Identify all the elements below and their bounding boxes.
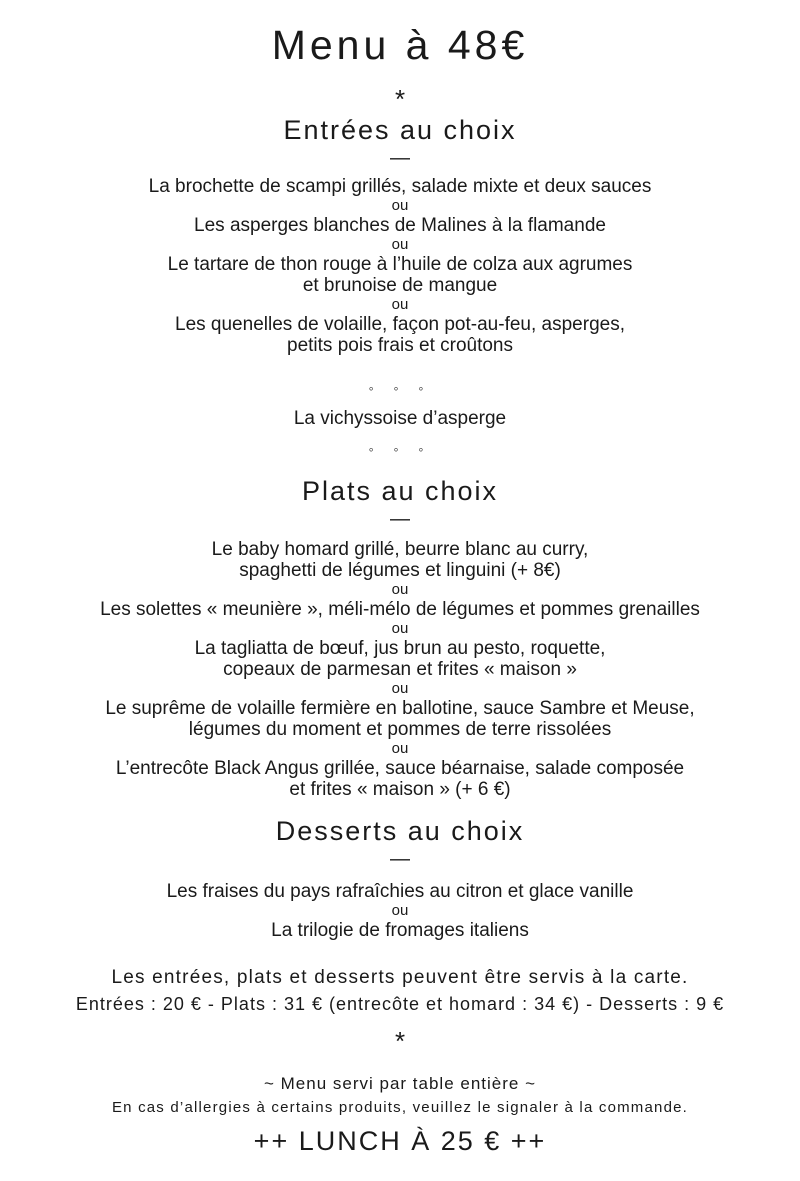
section-heading-desserts: Desserts au choix <box>275 816 525 846</box>
or-separator: ou <box>391 620 409 637</box>
dots-separator: ◦ ◦ ◦ <box>368 380 432 396</box>
dish-line: La brochette de scampi grillés, salade mixte et deux sauces <box>148 176 652 197</box>
allergy-note: En cas d’allergies à certains produits, veuillez le signaler à la commande. <box>111 1099 689 1116</box>
section-heading-starters: Entrées au choix <box>283 115 517 145</box>
dish-line: Le suprême de volaille fermière en ballotine, sauce Sambre et Meuse, <box>105 698 695 719</box>
dish-line: La tagliatta de bœuf, jus brun au pesto, roquette, <box>194 638 606 659</box>
dish-line: et frites « maison » (+ 6 €) <box>289 779 511 800</box>
carte-note: Les entrées, plats et desserts peuvent être servis à la carte. <box>111 967 689 988</box>
lunch-offer: ++ LUNCH À 25 € ++ <box>253 1126 547 1156</box>
dish-line: Les solettes « meunière », méli-mélo de légumes et pommes grenailles <box>100 599 700 620</box>
or-separator: ou <box>391 902 409 919</box>
dash-separator: — <box>390 848 410 870</box>
dash-separator: — <box>390 147 410 169</box>
dish-line: Le tartare de thon rouge à l’huile de colza aux agrumes <box>167 254 633 275</box>
dish-line: L’entrecôte Black Angus grillée, sauce béarnaise, salade composée <box>115 758 685 779</box>
table-note: ~ Menu servi par table entière ~ <box>263 1074 537 1093</box>
dish-line: Les asperges blanches de Malines à la flamande <box>194 215 606 236</box>
dots-separator: ◦ ◦ ◦ <box>368 441 432 457</box>
dish-line: La trilogie de fromages italiens <box>271 920 529 941</box>
menu-title: Menu à 48€ <box>271 22 529 68</box>
or-separator: ou <box>391 581 409 598</box>
star-separator: * <box>394 84 406 114</box>
dish-line: Le baby homard grillé, beurre blanc au curry, <box>211 539 589 560</box>
dish-line: et brunoise de mangue <box>302 275 498 296</box>
section-heading-mains: Plats au choix <box>301 476 499 506</box>
dish-line: spaghetti de légumes et linguini (+ 8€) <box>239 560 561 581</box>
dish-line: copeaux de parmesan et frites « maison » <box>223 659 577 680</box>
or-separator: ou <box>391 236 409 253</box>
dash-separator: — <box>390 508 410 530</box>
or-separator: ou <box>391 680 409 697</box>
or-separator: ou <box>391 740 409 757</box>
or-separator: ou <box>391 197 409 214</box>
carte-prices: Entrées : 20 € - Plats : 31 € (entrecôte et homard : 34 €) - Desserts : 9 € <box>75 994 725 1014</box>
intermediate-dish: La vichyssoise d’asperge <box>293 408 507 429</box>
dish-line: petits pois frais et croûtons <box>287 335 513 356</box>
dish-line: Les quenelles de volaille, façon pot-au-feu, asperges, <box>175 314 625 335</box>
or-separator: ou <box>391 296 409 313</box>
dish-line: légumes du moment et pommes de terre rissolées <box>188 719 612 740</box>
dish-line: Les fraises du pays rafraîchies au citron et glace vanille <box>166 881 634 902</box>
star-separator: * <box>394 1026 406 1056</box>
